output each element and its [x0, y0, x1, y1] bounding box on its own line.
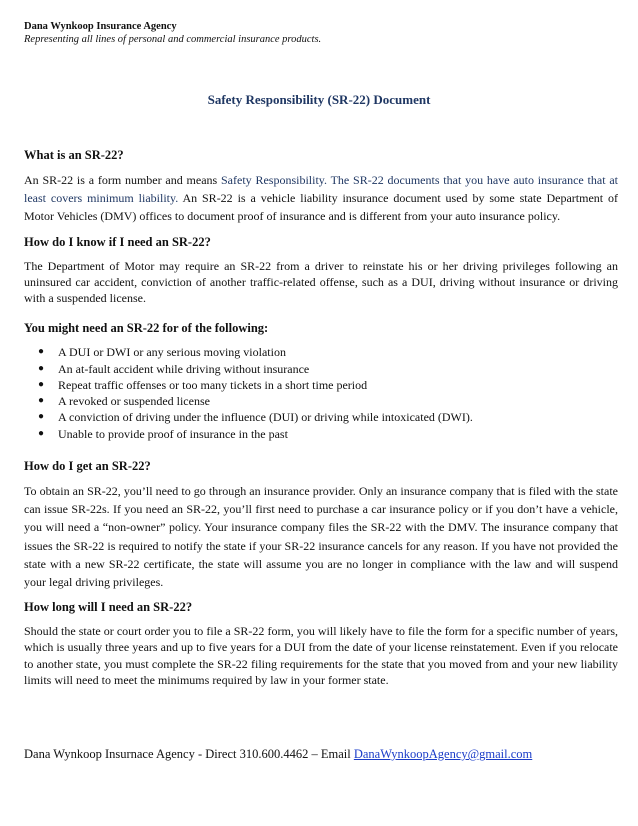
agency-name: Dana Wynkoop Insurance Agency: [24, 21, 177, 32]
list-item: [38, 344, 618, 360]
reasons-list: [24, 344, 618, 442]
highlighted-text: Safety Responsibility. The SR-22 documents that you have auto insurance that at least covers minimum liability.: [24, 173, 618, 206]
email-link[interactable]: DanaWynkoopAgency@gmail.com: [353, 747, 533, 761]
list-item: [38, 377, 618, 393]
bullet-icon: ●: [38, 346, 45, 358]
list-item-text: An at-fault accident while driving without insurance: [58, 361, 310, 376]
footer: [24, 747, 532, 762]
list-item-text: Unable to provide proof of insurance in the past: [58, 426, 288, 441]
list-item: [38, 409, 618, 425]
document-title: Safety Responsibility (SR-22) Document: [207, 92, 431, 107]
paragraph-how-long: Should the state or court order you to file a SR-22 form, you will likely have to file the form for a specific number of years, which is usually three years and up to five years for a DUI from the date of your license reinstatement. Even if you relocate to another state, you must complete the SR-22 filing requirements for the state that you moved from and your new liability limits will need to meet the minimums required by law in your former state.: [24, 624, 618, 687]
paragraph-what-is-sr22: [24, 171, 618, 226]
paragraph-text: An SR-22 is a vehicle liability insurance document used by some state Department of Motor Vehicles (DMV) offices to document proof of insurance and is different from your auto insurance policy.: [24, 191, 618, 224]
agency-tagline: Representing all lines of personal and commercial insurance products.: [24, 34, 322, 45]
document-body: [24, 147, 618, 696]
list-item-text: Repeat traffic offenses or too many tickets in a short time period: [58, 377, 368, 392]
list-item-text: A conviction of driving under the influence (DUI) or driving while intoxicated (DWI).: [58, 410, 473, 425]
paragraph-how-get: To obtain an SR-22, you’ll need to go through an insurance provider. Only an insurance company that is filed with the state can issue SR-22s. If you need an SR-22, you’ll first need to purchase a car insurance policy or if you don’t have a vehicle, you will need a “non-owner” policy. Your insurance company files the SR-22 with the DMV. The insurance company that issues the SR-22 is required to notify the state if your SR-22 insurance cancels for any reason. If you have not provided the state with a new SR-22 certificate, the state will assume you are no longer in compliance with the law and will suspend your legal driving privileges.: [24, 484, 618, 590]
list-item: [38, 361, 618, 377]
paragraph-text: An SR-22 is a form number and means: [24, 173, 221, 187]
heading-how-get: How do I get an SR-22?: [24, 459, 151, 473]
bullet-icon: ●: [38, 427, 45, 439]
list-item-text: A revoked or suspended license: [58, 394, 210, 409]
footer-contact: Dana Wynkoop Insurnace Agency - Direct 310.600.4462 – Email: [24, 747, 354, 761]
heading-what-is-sr22: What is an SR-22?: [24, 148, 124, 162]
paragraph-how-know: The Department of Motor may require an SR-22 from a driver to reinstate his or her driving privileges following an uninsured car accident, conviction of another traffic-related offense, such as a DUI, driving without insurance or driving with a suspended license.: [24, 258, 618, 306]
bullet-icon: ●: [38, 395, 45, 407]
bullet-icon: ●: [38, 411, 45, 423]
letterhead: [24, 20, 624, 46]
list-item: [38, 426, 618, 442]
list-item-text: A DUI or DWI or any serious moving violation: [58, 345, 286, 360]
heading-how-know: How do I know if I need an SR-22?: [24, 234, 211, 249]
heading-how-long: How long will I need an SR-22?: [24, 600, 193, 615]
bullet-icon: ●: [38, 362, 45, 374]
list-item: [38, 393, 618, 409]
bullet-icon: ●: [38, 378, 45, 390]
heading-might-need: You might need an SR-22 for of the following:: [24, 321, 269, 336]
